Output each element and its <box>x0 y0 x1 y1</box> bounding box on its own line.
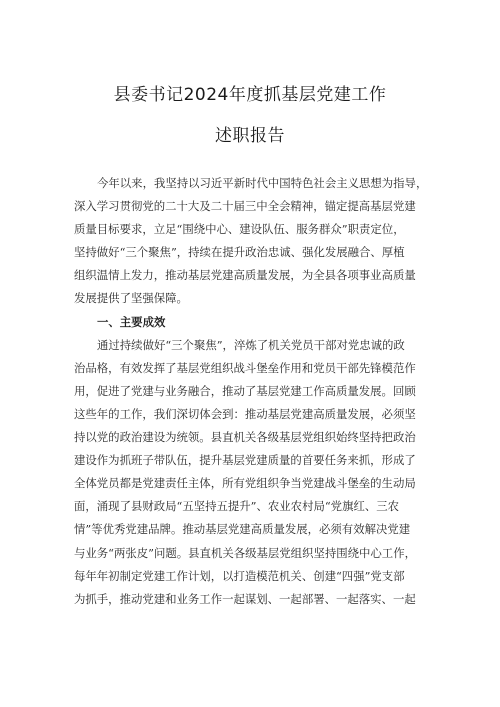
paragraph-line: 坚持做好“三个聚焦”，持续在提升政治忠诚、强化发展融合、厚植 <box>74 245 405 260</box>
paragraph-line: 组织温情上发力，推动基层党建高质量发展，为全县各项事业高质量 <box>74 268 416 283</box>
paragraph-line: 全体党员都是党建责任主体，所有党组织争当党建战斗堡垒的生动局 <box>74 476 416 491</box>
paragraph-line: 今年以来，我坚持以习近平新时代中国特色社会主义思想为指导， <box>97 176 428 190</box>
document-body <box>74 172 436 611</box>
paragraph-line: 建设作为抓班子带队伍，提升基层党建质量的首要任务来抓，形成了 <box>74 453 416 468</box>
paragraph-line: 这些年的工作，我们深切体会到：推动基层党建高质量发展，必须坚 <box>74 406 416 421</box>
paragraph-line: 每年年初制定党建工作计划，以打造模范机关、创建“四强”党支部 <box>74 568 405 583</box>
paragraph-line: 为抓手，推动党建和业务工作一起谋划、一起部署、一起落实、一起 <box>74 591 416 606</box>
paragraph-line: 治品格，有效发挥了基层党组织战斗堡垒作用和党员干部先锋模范作 <box>74 360 416 375</box>
document-title: 县委书记2024年度抓基层党建工作 <box>113 85 387 105</box>
paragraph-line: 与业务“两张皮”问题。县直机关各级基层党组织坚持围绕中心工作， <box>74 545 416 560</box>
paragraph-line: 通过持续做好“三个聚焦”，淬炼了机关党员干部对党忠诚的政 <box>97 337 405 352</box>
paragraph-line: 发展提供了坚强保障。 <box>74 291 188 306</box>
paragraph-line: 深入学习贯彻党的二十大及二十届三中全会精神，锚定提高基层党建 <box>74 199 416 214</box>
paragraph-line: 面，涌现了县财政局“五坚持五提升”、农业农村局“党旗红、三农 <box>74 499 400 514</box>
document-subtitle: 述职报告 <box>215 126 285 146</box>
paragraph-line: 情”等优秀党建品牌。推动基层党建高质量发展，必须有效解决党建 <box>74 522 411 537</box>
paragraph-line: 持以党的政治建设为统领。县直机关各级基层党组织始终坚持把政治 <box>74 430 416 445</box>
paragraph-line: 用，促进了党建与业务融合，推动了基层党建工作高质量发展。回顾 <box>74 383 416 398</box>
paragraph-line: 质量目标要求，立足“围绕中心、建设队伍、服务群众”职责定位， <box>74 222 405 237</box>
section-heading: 一、主要成效 <box>97 314 166 329</box>
